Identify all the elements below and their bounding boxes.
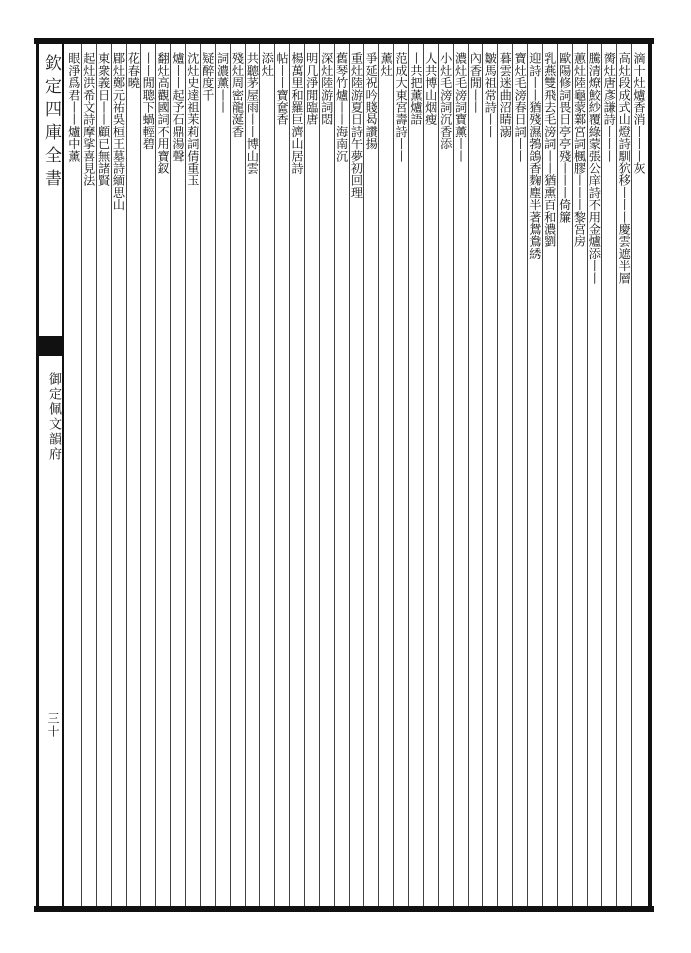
column-rule: [616, 44, 617, 906]
column-rule: [601, 44, 602, 906]
column-rule: [363, 44, 364, 906]
text-column: 乳燕雙飛去毛滂詞丨丨猶熏百和濃劉: [542, 52, 557, 248]
column-rule: [334, 44, 335, 906]
column-rule: [81, 44, 82, 906]
column-rule: [215, 44, 216, 906]
column-rule: [319, 44, 320, 906]
text-column: 疑醉度千: [200, 52, 215, 101]
text-column: 眼淨爲君丨丨爐中薰: [66, 52, 81, 162]
column-rule: [259, 44, 260, 906]
text-column: 楊萬里和羅巨濟山居詩: [289, 52, 304, 174]
column-rule: [304, 44, 305, 906]
text-column: 滴十灶爐香消丨丨丨灰: [631, 52, 646, 174]
column-rule: [349, 44, 350, 906]
folio-number: 三十: [46, 712, 60, 738]
column-rule: [527, 44, 528, 906]
text-column: 薰灶: [379, 52, 394, 77]
text-column: 起灶洪希文詩摩挲喜見法: [81, 52, 96, 187]
column-rule: [155, 44, 156, 906]
column-rule: [497, 44, 498, 906]
column-rule: [185, 44, 186, 906]
column-rule: [96, 44, 97, 906]
text-column: 騰清燎鮫紗覆綠蒙張公庠詩不用金爐添丨丨: [587, 52, 602, 284]
column-rule: [200, 44, 201, 906]
text-column: 高灶段成式山燈詩馴狖移丨丨丨慶雲遮半層: [617, 52, 632, 284]
text-column: 內香閒丨丨: [468, 52, 483, 113]
column-rule: [557, 44, 558, 906]
column-rule: [468, 44, 469, 906]
text-column: 丨丨閒聰下蝸輕碧: [141, 52, 156, 150]
column-rule: [140, 44, 141, 906]
text-column: 重灶陸游夏日詩午夢初回理: [349, 52, 364, 199]
right-border-rule: [648, 38, 652, 912]
text-column: 郿灶鄭元祐吳桓王墓詩緬思山: [111, 52, 126, 211]
text-column: 人共博山烟瘦: [423, 52, 438, 126]
column-rule: [126, 44, 127, 906]
column-rule: [423, 44, 424, 906]
column-rule: [230, 44, 231, 906]
text-column: 范成大東宮壽詩丨丨: [394, 52, 409, 162]
column-rule: [453, 44, 454, 906]
text-column: 詞濃薰丨丨: [215, 52, 230, 113]
text-column: 皺馬祖常詩丨丨: [483, 52, 498, 138]
text-column: 迎詩丨丨猶殘濕鵓鴿香麴塵半著鴛鴦綉: [527, 52, 542, 260]
column-rule: [274, 44, 275, 906]
text-column: 花春曉: [126, 52, 141, 89]
column-rule: [378, 44, 379, 906]
column-rule: [245, 44, 246, 906]
text-column: 歐陽修詞畏日亭亭殘丨丨丨倚簾: [557, 52, 572, 223]
text-column: 丨共把薰爐語: [408, 52, 423, 126]
text-column: 小灶毛滂詞沉香添: [438, 52, 453, 150]
column-rule: [512, 44, 513, 906]
column-rule: [111, 44, 112, 906]
fish-tail-mark: [38, 336, 62, 356]
text-column: 蕙灶陸龜蒙鄴宮詞楓膠丨丨丨黎宮房: [572, 52, 587, 248]
column-rule: [572, 44, 573, 906]
column-rule: [482, 44, 483, 906]
bottom-border-rule: [34, 906, 654, 912]
text-column: 東衆義日丨丨顧已無諸賢: [96, 52, 111, 187]
text-column: 明几淨閒臨唐: [304, 52, 319, 126]
text-column: 寶灶毛滂春日詞丨丨: [513, 52, 528, 162]
text-column: 沈灶史達祖茉莉詞倩重玉: [185, 52, 200, 187]
text-column: 爐丨丨起予石鼎湯聲: [170, 52, 185, 162]
text-column: 膐灶唐彥謙詩丨丨丨: [602, 52, 617, 162]
text-column: 暮雲迷曲沼睛溺: [498, 52, 513, 138]
column-rule: [289, 44, 290, 906]
fold-gutter: [38, 44, 62, 906]
column-rule: [408, 44, 409, 906]
column-rule: [631, 44, 632, 906]
text-column: 殘灶周密龍涎香: [230, 52, 245, 138]
text-column: 翻灶高觀國詞不用寶釵: [156, 52, 171, 174]
column-rule: [587, 44, 588, 906]
book-title: 御定佩文韻府: [46, 372, 61, 462]
gutter-divider-rule: [62, 44, 64, 906]
text-column: 帖丨丨寶奩香: [275, 52, 290, 126]
collection-title: 欽定四庫全書: [41, 54, 61, 192]
column-rule: [438, 44, 439, 906]
text-column: 舊琴竹爐丨丨海南沉: [334, 52, 349, 162]
text-column: 濃灶毛滂詞寶薰丨丨: [453, 52, 468, 162]
text-column: 深灶陸游詞悶: [319, 52, 334, 126]
column-rule: [393, 44, 394, 906]
text-column: 爭延祝吟賤曷讚揚: [364, 52, 379, 150]
column-rule: [170, 44, 171, 906]
top-border-rule: [34, 38, 654, 44]
text-column: 添灶: [260, 52, 275, 77]
text-column: 共聽茅屋雨丨丨博山雲: [245, 52, 260, 174]
column-rule: [542, 44, 543, 906]
